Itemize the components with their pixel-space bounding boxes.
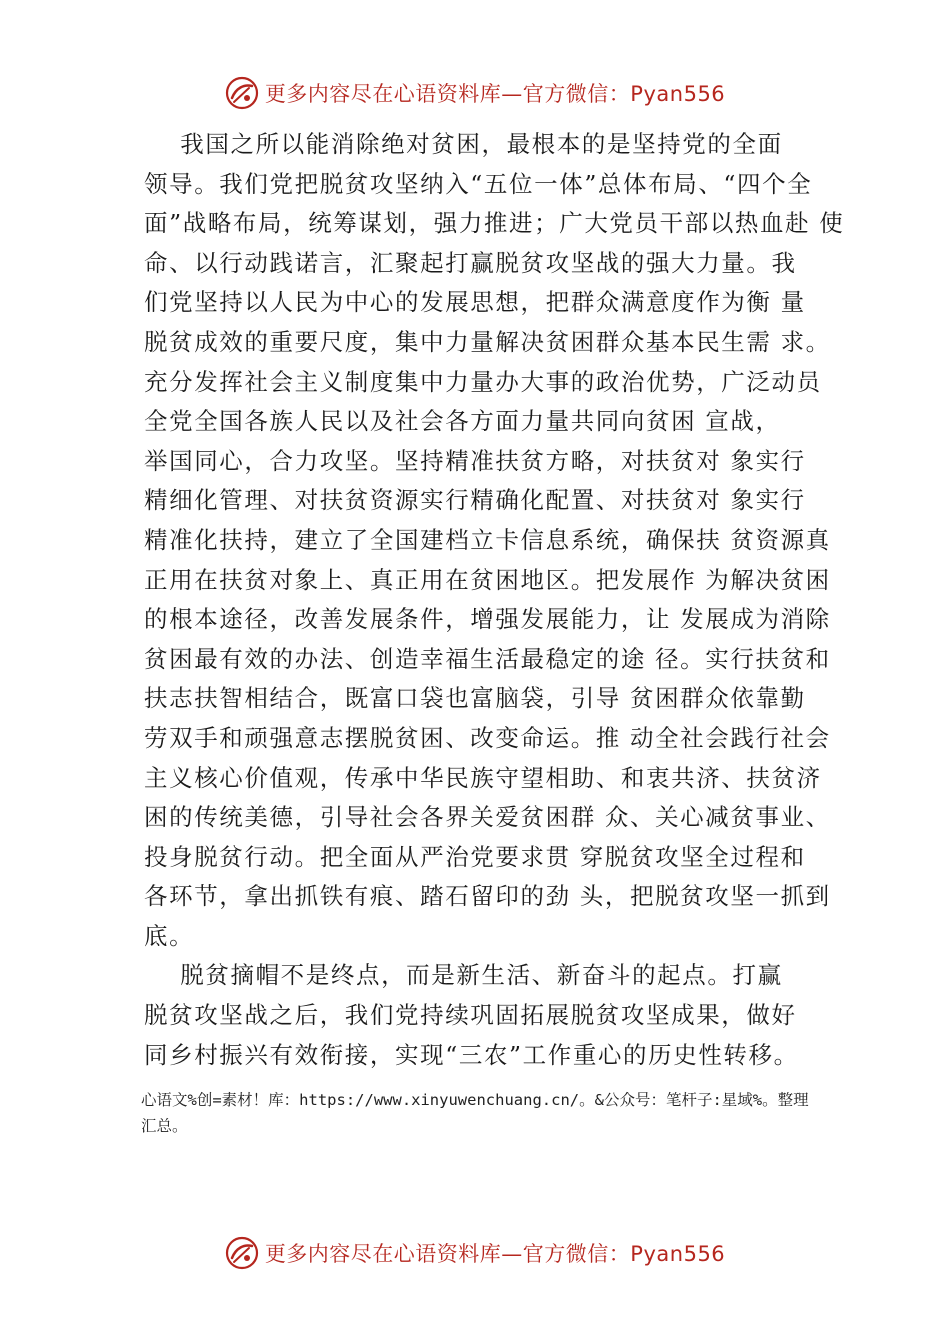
body-line: 全党全国各族人民以及社会各方面力量共同向贫困 宣战， <box>144 407 781 436</box>
body-line: 们党坚持以人民为中心的发展思想，把群众满意度作为衡 量 <box>144 288 806 317</box>
header-banner-text: 更多内容尽在心语资料库—官方微信：Pyan556 <box>264 82 726 106</box>
body-line: 贫困最有效的办法、创造幸福生活最稳定的途 径。实行扶贫和 <box>144 644 831 673</box>
body-line: 困的传统美德，引导社会各界关爱贫困群 众、关心减贫事业、 <box>144 803 831 832</box>
body-line: 我国之所以能消除绝对贫困，最根本的是坚持党的全面 <box>144 130 783 158</box>
brand-logo-icon <box>225 1236 259 1270</box>
body-line: 扶志扶智相结合，既富口袋也富脑袋，引导 贫困群众依靠勤 <box>144 684 806 713</box>
body-line: 脱贫摘帽不是终点，而是新生活、新奋斗的起点。打赢 <box>144 961 783 990</box>
body-line: 正用在扶贫对象上、真正用在贫困地区。把发展作 为解决贫困 <box>144 565 831 594</box>
footnote-line: 心语文%创=素材！库：https://www.xinyuwenchuang.cn/。&公众号：笔杆子:星域%。整理 <box>141 1091 809 1109</box>
body-line: 精细化管理、对扶贫资源实行精确化配置、对扶贫对 象实行 <box>144 486 806 515</box>
body-line: 主义核心价值观，传承中华民族守望相助、和衷共济、扶贫济 <box>144 763 822 792</box>
footer-banner <box>0 1231 950 1275</box>
body-line: 脱贫攻坚战之后，我们党持续巩固拓展脱贫攻坚成果，做好 <box>144 1001 797 1030</box>
body-line: 脱贫成效的重要尺度，集中力量解决贫困群众基本民生需 求。 <box>144 327 831 356</box>
body-line: 领导。我们党把脱贫攻坚纳入“五位一体”总体布局、“四个全 <box>144 169 813 198</box>
body-line: 底。 <box>144 921 195 950</box>
body-line: 充分发挥社会主义制度集中力量办大事的政治优势，广泛动员 <box>144 367 822 396</box>
body-line: 同乡村振兴有效衔接，实现“三农”工作重心的历史性转移。 <box>144 1040 799 1069</box>
source-footnote <box>141 1087 841 1139</box>
body-line: 劳双手和顽强意志摆脱贫困、改变命运。推 动全社会践行社会 <box>144 723 831 752</box>
footer-banner-text: 更多内容尽在心语资料库—官方微信：Pyan556 <box>264 1242 726 1266</box>
footnote-line: 汇总。 <box>141 1117 188 1135</box>
body-line: 的根本途径，改善发展条件，增强发展能力，让 发展成为消除 <box>144 605 831 634</box>
body-line: 精准化扶持，建立了全国建档立卡信息系统，确保扶 贫资源真 <box>144 525 831 554</box>
article-body <box>144 125 845 1075</box>
body-line: 投身脱贫行动。把全面从严治党要求贯 穿脱贫攻坚全过程和 <box>144 842 806 871</box>
body-line: 各环节，拿出抓铁有痕、踏石留印的劲 头，把脱贫攻坚一抓到 <box>144 882 831 911</box>
body-line: 面”战略布局，统筹谋划，强力推进；广大党员干部以热血赴 使 <box>144 209 845 238</box>
body-line: 举国同心，合力攻坚。坚持精准扶贫方略，对扶贫对 象实行 <box>144 446 806 475</box>
header-banner <box>0 71 950 115</box>
body-line: 命、以行动践诺言，汇聚起打赢脱贫攻坚战的强大力量。我 <box>144 248 797 277</box>
brand-logo-icon <box>225 76 259 110</box>
